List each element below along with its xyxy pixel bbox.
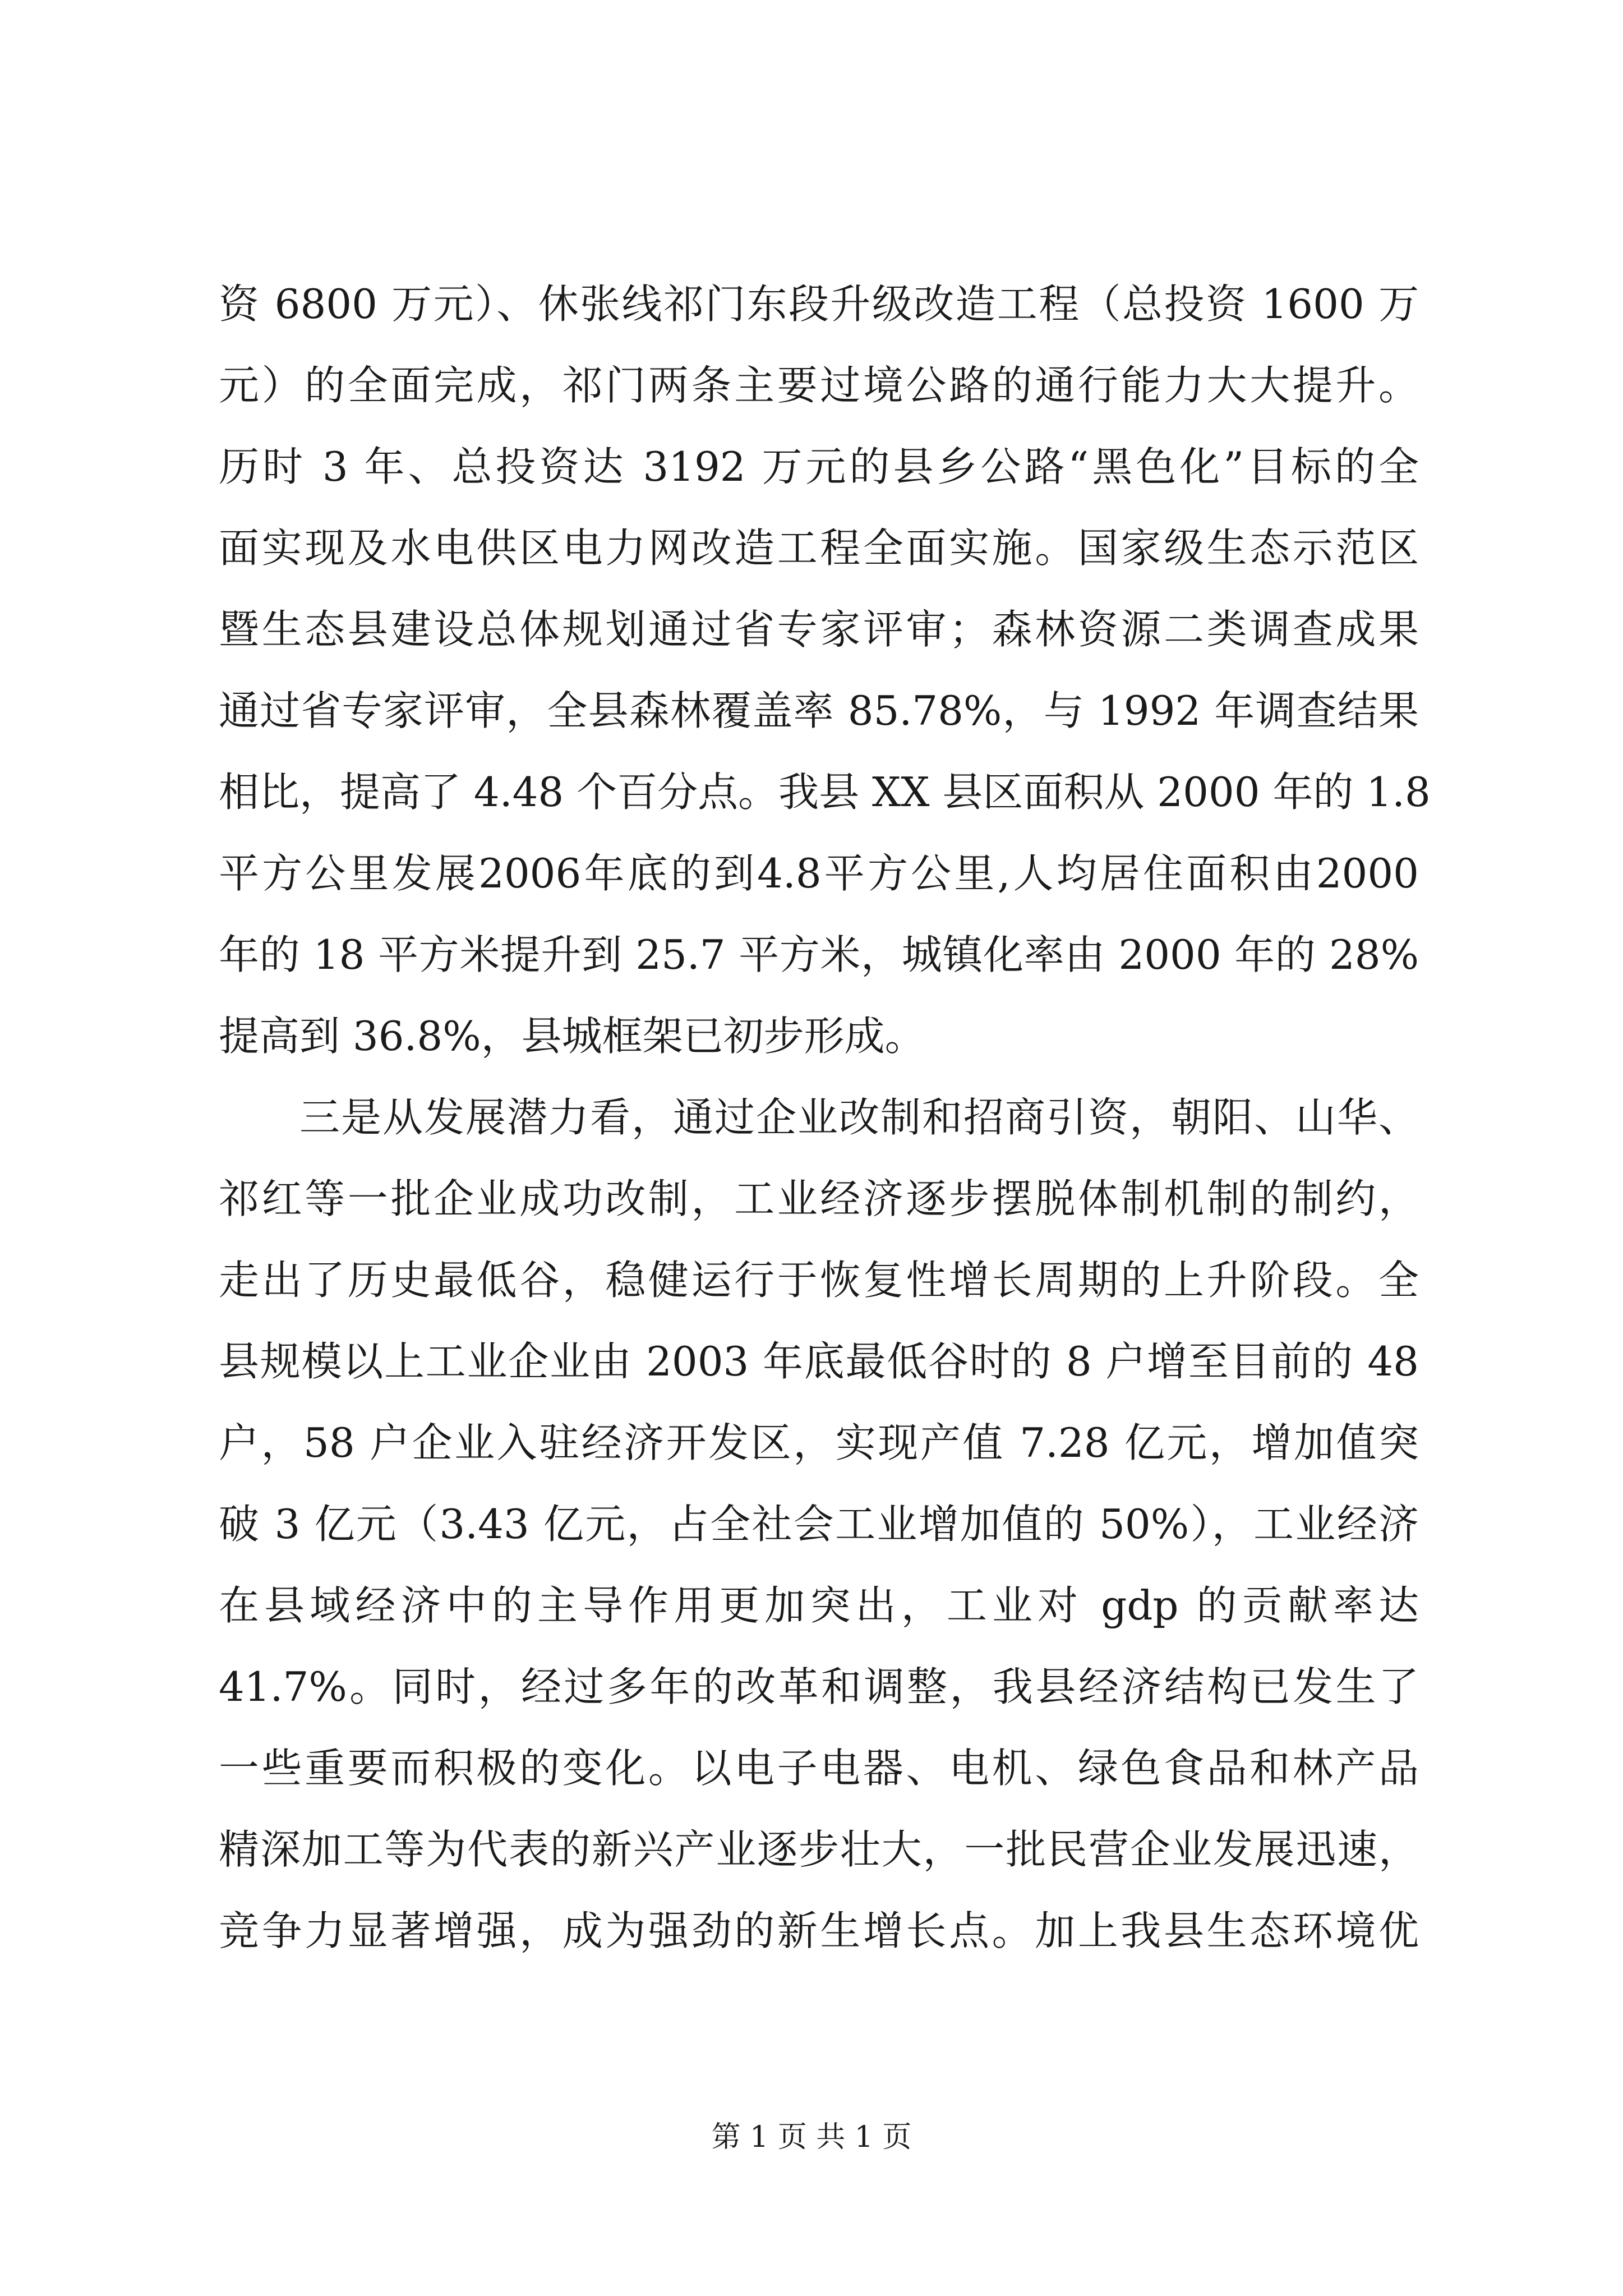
document-body: [219, 264, 1431, 1972]
text-line: 年的 18 平方米提升到 25.7 平方米，城镇化率由 2000 年的 28%: [219, 931, 1419, 978]
text-line: 县规模以上工业企业由 2003 年底最低谷时的 8 户增至目前的 48: [219, 1338, 1419, 1385]
text-line: 走出了历史最低谷，稳健运行于恢复性增长周期的上升阶段。全: [219, 1257, 1419, 1304]
text-line: 提高到 36.8%，县城框架已初步形成。: [219, 1013, 925, 1060]
text-line: 41.7%。同时，经过多年的改革和调整，我县经济结构已发生了: [219, 1663, 1419, 1710]
paragraph-1: [219, 264, 1431, 1077]
text-line: 面实现及水电供区电力网改造工程全面实施。国家级生态示范区: [219, 524, 1419, 572]
text-line: 一些重要而积极的变化。以电子电器、电机、绿色食品和林产品: [219, 1745, 1419, 1792]
text-line: 元）的全面完成，祁门两条主要过境公路的通行能力大大提升。: [219, 362, 1419, 409]
text-line: 相比，提高了 4.48 个百分点。我县 XX 县区面积从 2000 年的 1.8: [219, 769, 1431, 816]
text-line: 破 3 亿元（3.43 亿元，占全社会工业增加值的 50%），工业经济: [219, 1501, 1419, 1548]
text-line: 平方公里发展2006年底的到4.8平方公里,人均居住面积由2000: [219, 850, 1419, 897]
text-line: 户，58 户企业入驻经济开发区，实现产值 7.28 亿元，增加值突: [219, 1419, 1419, 1466]
paragraph-2: [219, 1077, 1419, 1972]
page-footer: 第 1 页 共 1 页: [711, 2120, 912, 2154]
text-line: 在县域经济中的主导作用更加突出，工业对 gdp 的贡献率达: [219, 1582, 1419, 1629]
text-line: 精深加工等为代表的新兴产业逐步壮大，一批民营企业发展迅速，: [219, 1826, 1419, 1873]
text-line: 祁红等一批企业成功改制，工业经济逐步摆脱体制机制的制约，: [219, 1175, 1419, 1222]
text-line: 竞争力显著增强，成为强劲的新生增长点。加上我县生态环境优: [219, 1907, 1419, 1954]
text-line: 资 6800 万元）、休张线祁门东段升级改造工程（总投资 1600 万: [219, 280, 1419, 328]
text-line: 通过省专家评审，全县森林覆盖率 85.78%，与 1992 年调查结果: [219, 687, 1419, 734]
text-line: 三是从发展潜力看，通过企业改制和招商引资，朝阳、山华、: [299, 1094, 1419, 1141]
text-line: 历时 3 年、总投资达 3192 万元的县乡公路“黑色化”目标的全: [219, 443, 1419, 490]
text-line: 暨生态县建设总体规划通过省专家评审；森林资源二类调查成果: [219, 606, 1419, 653]
